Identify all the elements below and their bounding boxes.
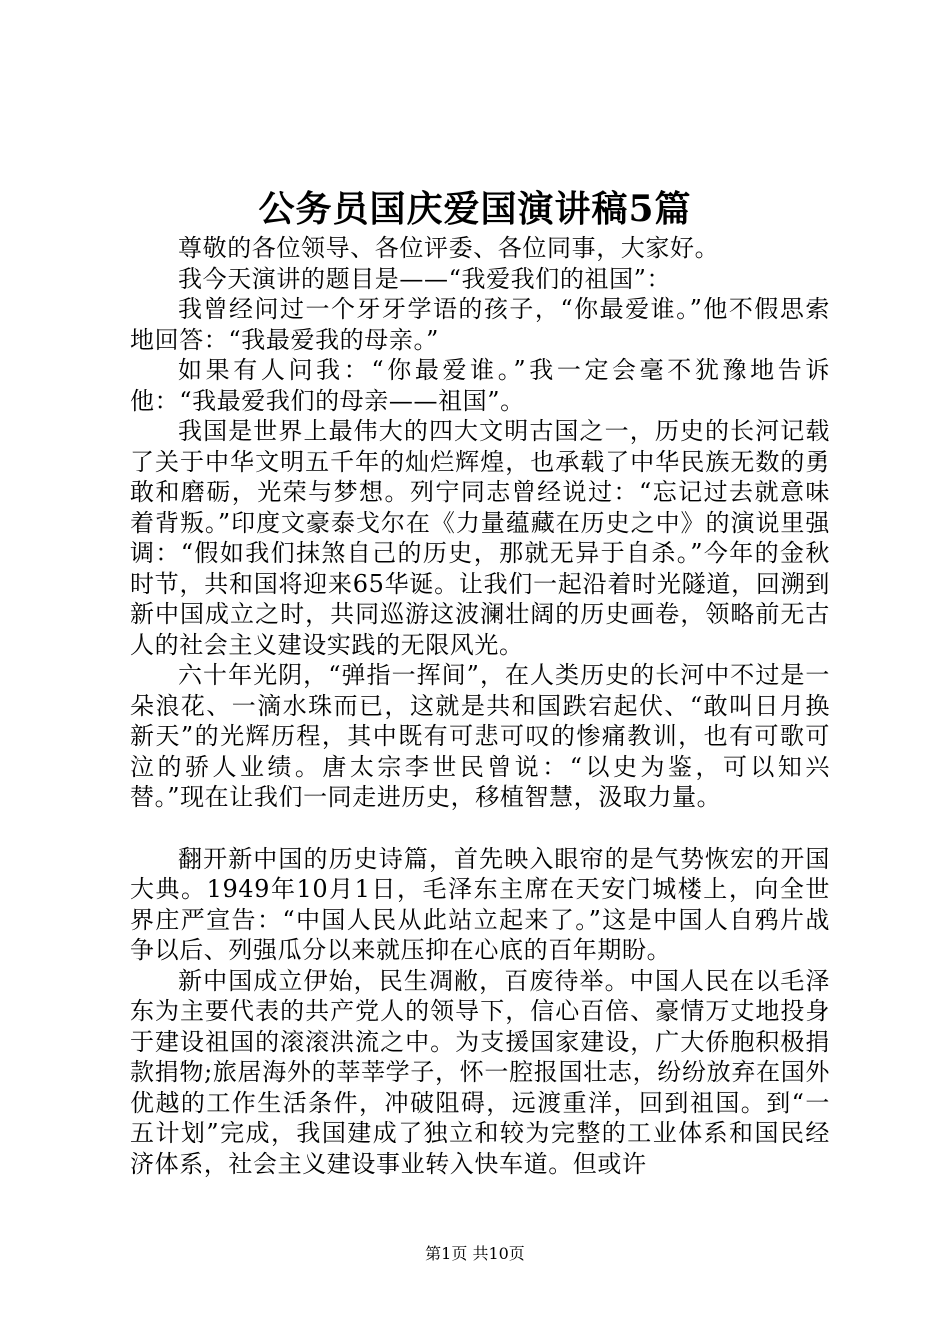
paragraph-greeting: 尊敬的各位领导、各位评委、各位同事，大家好。 bbox=[178, 234, 720, 262]
paragraph-child-question: 我曾经问过一个牙牙学语的孩子，“你最爱谁。”他不假思索地回答：“我最爱我的母亲。” bbox=[130, 295, 830, 354]
document-body bbox=[130, 233, 830, 1179]
page-footer: 第1页 共10页 bbox=[425, 1244, 525, 1263]
paragraph-founding-ceremony: 翻开新中国的历史诗篇，首先映入眼帘的是气势恢宏的开国大典。1949年10月1日，毛泽东主席在天安门城楼上，向全世界庄严宣告：“中国人民从此站立起来了。”这是中国人自鸦片战争以后、列强瓜分以来就压抑在心底的百年期盼。 bbox=[130, 844, 830, 964]
paragraph-topic: 我今天演讲的题目是——“我爱我们的祖国”： bbox=[178, 264, 672, 293]
paragraph-my-answer: 如果有人问我：“你最爱谁。”我一定会毫不犹豫地告诉他：“我最爱我们的母亲——祖国”。 bbox=[130, 356, 830, 415]
paragraph-nation-building: 新中国成立伊始，民生凋敝，百废待举。中国人民在以毛泽东为主要代表的共产党人的领导下，信心百倍、豪情万丈地投身于建设祖国的滚滚洪流之中。为支援国家建设，广大侨胞积极捐款捐物;旅居海外的莘莘学子，怀一腔报国壮志，纷纷放弃在国外优越的工作生活条件，冲破阻碍，远渡重洋，回到祖国。到“一五计划”完成，我国建成了独立和较为完整的工业体系和国民经济体系，社会主义建设事业转入快车道。但或许 bbox=[130, 966, 830, 1178]
paragraph-spacer bbox=[130, 813, 830, 844]
paragraph-civilization: 我国是世界上最伟大的四大文明古国之一，历史的长河记载了关于中华文明五千年的灿烂辉煌，也承载了中华民族无数的勇敢和磨砺，光荣与梦想。列宁同志曾经说过：“忘记过去就意味着背叛。”印度文豪泰戈尔在《力量蕴藏在历史之中》的演说里强调：“假如我们抹煞自己的历史，那就无异于自杀。”今年的金秋时节，共和国将迎来65华诞。让我们一起沿着时光隧道，回溯到新中国成立之时，共同巡游这波澜壮阔的历史画卷，领略前无古人的社会主义建设实践的无限风光。 bbox=[130, 417, 830, 659]
paragraph-sixty-years: 六十年光阴，“弹指一挥间”，在人类历史的长河中不过是一朵浪花、一滴水珠而已，这就是共和国跌宕起伏、“敢叫日月换新天”的光辉历程，其中既有可悲可叹的惨痛教训，也有可歌可泣的骄人业绩。唐太宗李世民曾说：“以史为鉴，可以知兴替。”现在让我们一同走进历史，移植智慧，汲取力量。 bbox=[130, 661, 830, 811]
document-title: 公务员国庆爱国演讲稿5篇 bbox=[258, 188, 692, 230]
